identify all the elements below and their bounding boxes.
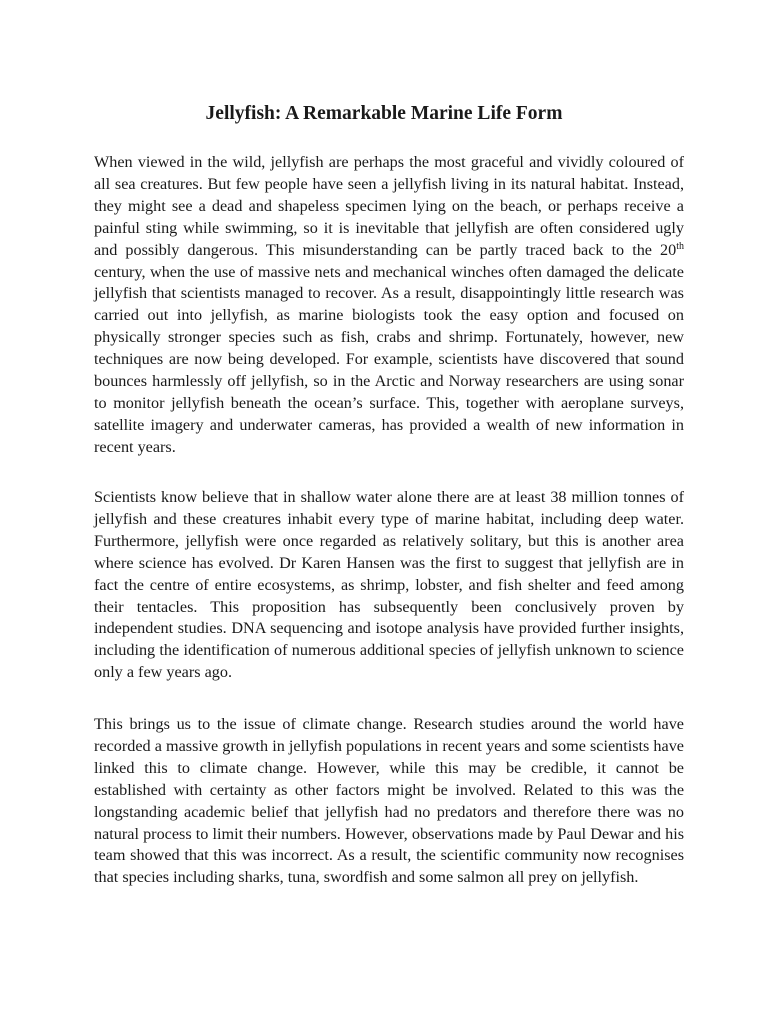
ordinal-superscript: th bbox=[676, 240, 684, 252]
paragraph-1-text-a: When viewed in the wild, jellyfish are perhaps the most graceful and vividly coloured of all sea creatures. But few people have seen a jellyfish living in its natural habitat. Instead, they might see a dead and shapeless specimen lying on the beach, or perhaps receive a painful sting while swimming, so it is inevitable that jellyfish are often considered ugly and possibly dangerous. This misunderstanding can be partly traced back to the 20 bbox=[94, 153, 684, 259]
document-title: Jellyfish: A Remarkable Marine Life Form bbox=[205, 103, 563, 124]
paragraph-2: Scientists know believe that in shallow water alone there are at least 38 million tonnes of jellyfish and these creatures inhabit every type of marine habitat, including deep water. Furthermore, jellyfish were once regarded as relatively solitary, but this is another area where science has evolved. Dr Karen Hansen was the first to suggest that jellyfish are in fact the centre of entire ecosystems, as shrimp, lobster, and fish shelter and feed among their tentacles. This proposition has subsequently been conclusively proven by independent studies. DNA sequencing and isotope analysis have provided further insights, including the identification of numerous additional species of jellyfish unknown to science only a few years ago. bbox=[94, 488, 684, 682]
paragraph-1-text-b: century, when the use of massive nets and mechanical winches often damaged the delicate jellyfish that scientists managed to recover. As a result, disappointingly little research was carried out into jellyfish, as marine biologists took the easy option and focused on physically stronger species such as fish, crabs and shrimp. Fortunately, however, new techniques are now being developed. For example, scientists have discovered that sound bounces harmlessly off jellyfish, so in the Arctic and Norway researchers are using sonar to monitor jellyfish beneath the ocean’s surface. This, together with aeroplane surveys, satellite imagery and underwater cameras, has provided a wealth of new information in recent years. bbox=[94, 262, 684, 456]
paragraph-3: This brings us to the issue of climate change. Research studies around the world have recorded a massive growth in jellyfish populations in recent years and some scientists have linked this to climate change. However, while this may be credible, it cannot be established with certainty as other factors might be involved. Related to this was the longstanding academic belief that jellyfish had no predators and therefore there was no natural process to limit their numbers. However, observations made by Paul Dewar and his team showed that this was incorrect. As a result, the scientific community now recognises that species including sharks, tuna, swordfish and some salmon all prey on jellyfish. bbox=[94, 715, 684, 887]
paragraph-1 bbox=[94, 152, 684, 459]
